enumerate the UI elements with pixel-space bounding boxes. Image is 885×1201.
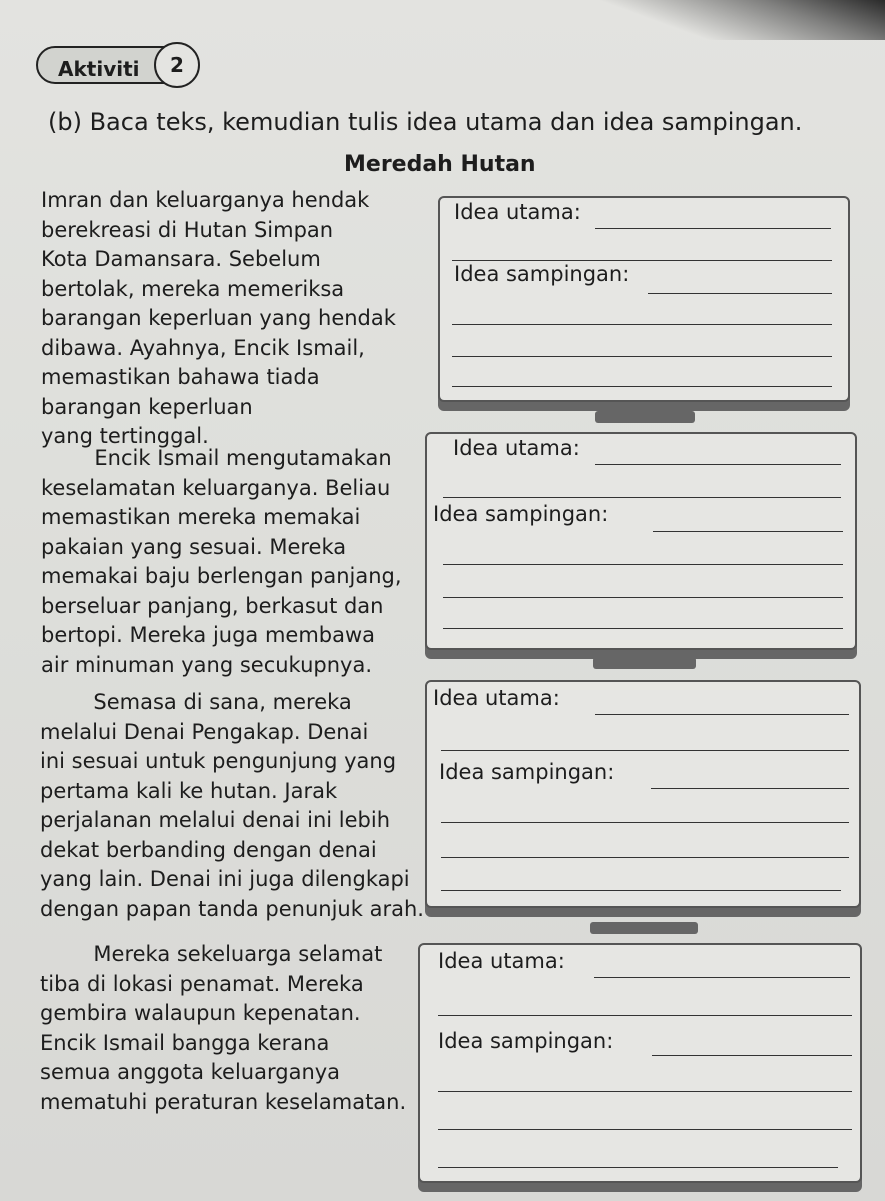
connector-tab [590, 922, 698, 934]
instruction-text: (b) Baca teks, kemudian tulis idea utama dan idea sampingan. [48, 108, 803, 136]
supporting-idea-label: Idea sampingan: [438, 1029, 614, 1053]
paragraph-1: Imran dan keluarganya hendak berekreasi di Hutan Simpan Kota Damansara. Sebelum bertolak, mereka memeriksa barangan keperluan yang hendak dibawa. Ayahnya, Encik Ismail, memastikan bahawa tiada barangan keperluan yang tertinggal. [41, 188, 396, 448]
supporting-idea-label: Idea sampingan: [433, 502, 609, 526]
paragraph-4: Mereka sekeluarga selamat tiba di lokasi penamat. Mereka gembira walaupun kepenatan. Encik Ismail bangga kerana semua anggota keluarganya mematuhi peraturan keselamatan. [40, 942, 407, 1114]
main-idea-label: Idea utama: [438, 949, 565, 973]
connector-tab [593, 657, 696, 669]
answer-line[interactable] [651, 788, 849, 789]
answer-box-4 [418, 943, 862, 1183]
answer-line[interactable] [595, 228, 831, 229]
answer-line[interactable] [443, 597, 843, 598]
answer-line[interactable] [443, 628, 843, 629]
answer-line[interactable] [652, 1055, 852, 1056]
page-corner-shadow [585, 0, 885, 40]
supporting-idea-label: Idea sampingan: [454, 262, 630, 286]
answer-line[interactable] [595, 464, 841, 465]
answer-box-1 [438, 196, 850, 402]
answer-line[interactable] [443, 564, 843, 565]
answer-line[interactable] [441, 890, 841, 891]
answer-line[interactable] [595, 714, 849, 715]
activity-number: 2 [154, 42, 200, 88]
story-title: Meredah Hutan [344, 152, 536, 177]
main-idea-label: Idea utama: [453, 436, 580, 460]
paragraph-2: Encik Ismail mengutamakan keselamatan keluarganya. Beliau memastikan mereka memakai pakaian yang sesuai. Mereka memakai baju berlengan panjang, berseluar panjang, berkasut dan bertopi. Mereka juga membawa air minuman yang secukupnya. [41, 446, 402, 677]
activity-header [36, 42, 206, 90]
answer-line[interactable] [438, 1167, 838, 1168]
answer-line[interactable] [452, 324, 832, 325]
activity-label: Aktiviti [58, 57, 140, 81]
answer-line[interactable] [441, 857, 849, 858]
answer-box-3 [425, 680, 861, 908]
answer-line[interactable] [648, 293, 832, 294]
answer-line[interactable] [441, 750, 849, 751]
answer-line[interactable] [441, 822, 849, 823]
answer-line[interactable] [443, 497, 841, 498]
paragraph-3: Semasa di sana, mereka melalui Denai Pengakap. Denai ini sesuai untuk pengunjung yang pertama kali ke hutan. Jarak perjalanan melalui denai ini lebih dekat berbanding dengan denai yang lain. Denai ini juga dilengkapi dengan papan tanda penunjuk arah. [40, 690, 424, 921]
answer-line[interactable] [452, 260, 832, 261]
answer-line[interactable] [653, 531, 843, 532]
answer-line[interactable] [438, 1015, 852, 1016]
supporting-idea-label: Idea sampingan: [439, 760, 615, 784]
answer-line[interactable] [452, 356, 832, 357]
answer-line[interactable] [438, 1091, 852, 1092]
connector-tab [595, 411, 695, 423]
main-idea-label: Idea utama: [454, 200, 581, 224]
answer-line[interactable] [452, 386, 832, 387]
answer-box-2 [425, 432, 857, 650]
answer-line[interactable] [594, 977, 850, 978]
main-idea-label: Idea utama: [433, 686, 560, 710]
answer-line[interactable] [438, 1129, 852, 1130]
